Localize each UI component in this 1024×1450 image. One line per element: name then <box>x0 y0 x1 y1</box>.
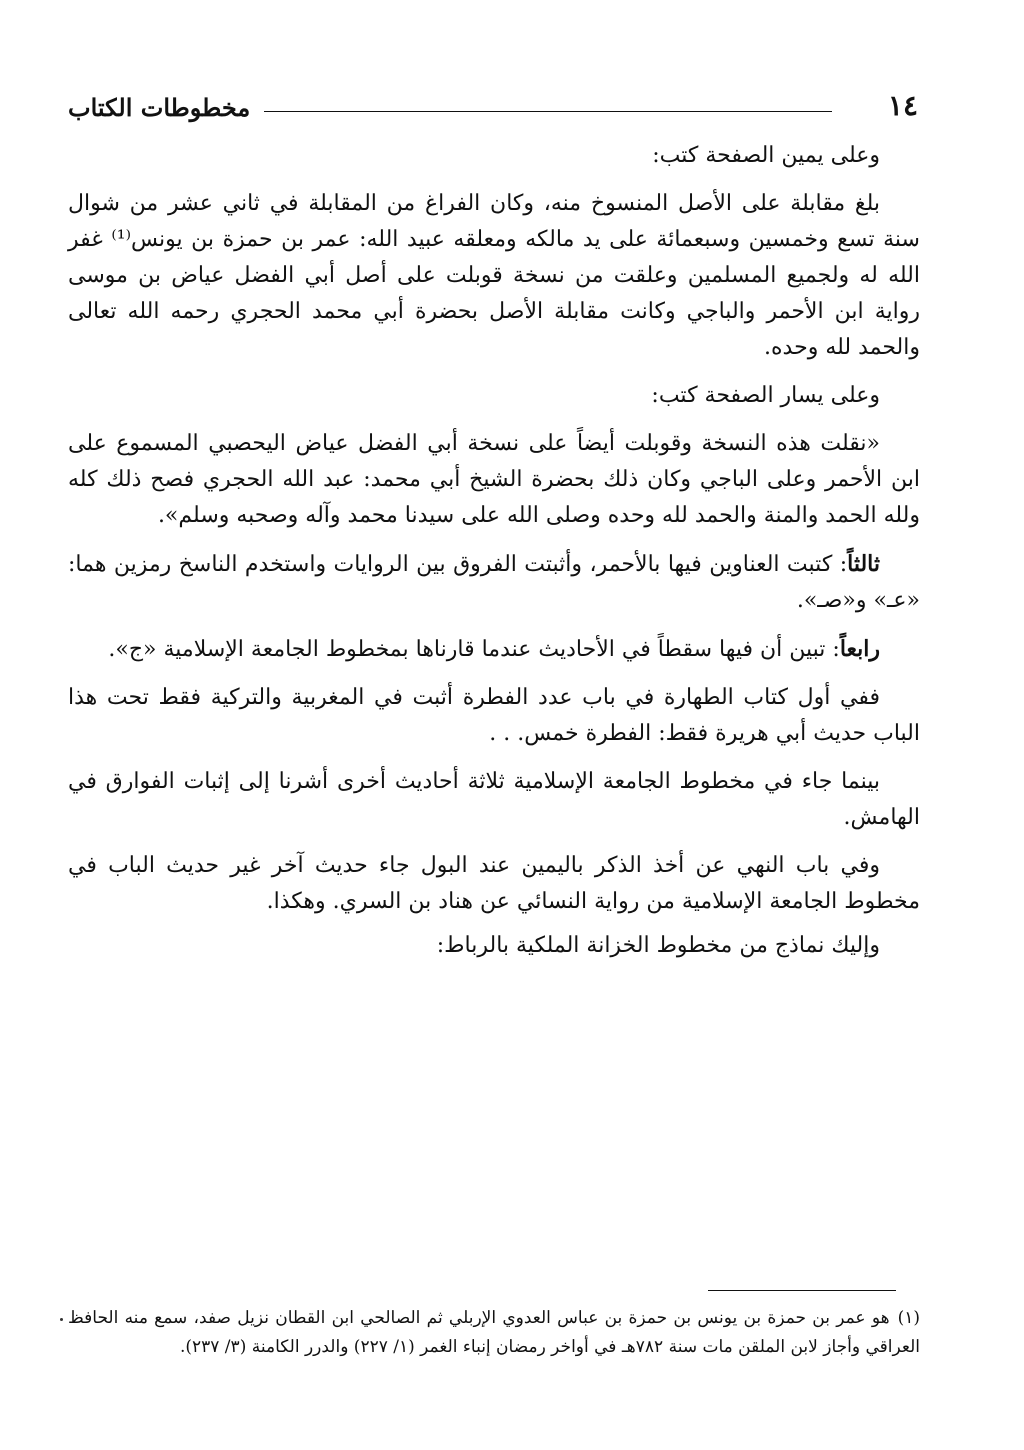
paragraph-text: بينما جاء في مخطوط الجامعة الإسلامية ثلاثة أحاديث أخرى أشرنا إلى إثبات الفوارق في الهامش. <box>68 769 920 830</box>
footnote-number: (١) <box>897 1308 920 1328</box>
footnotes <box>68 1304 920 1362</box>
paragraph <box>68 848 920 920</box>
paragraph <box>68 928 920 964</box>
scan-speck <box>60 1318 63 1321</box>
paragraph <box>68 764 920 836</box>
paragraph-text: وإليك نماذج من مخطوط الخزانة الملكية بالرباط: <box>436 933 880 958</box>
footnote <box>68 1304 920 1362</box>
header-rule <box>264 111 832 112</box>
paragraph-text: وفي باب النهي عن أخذ الذكر باليمين عند البول جاء حديث آخر غير حديث الباب في مخطوط الجامعة الإسلامية من رواية النسائي عن هناد بن السري. وهكذا. <box>68 853 920 914</box>
paragraph-lead: رابعاً <box>839 636 880 662</box>
paragraph-text: : تبين أن فيها سقطاً في الأحاديث عندما قارناها بمخطوط الجامعة الإسلامية «ج». <box>108 637 840 662</box>
paragraph-text: ففي أول كتاب الطهارة في باب عدد الفطرة أثبت في المغربية والتركية فقط تحت هذا الباب حديث أبي هريرة فقط: الفطرة خمس. . . <box>68 685 920 746</box>
running-header <box>68 82 918 122</box>
paragraph <box>68 680 920 752</box>
paragraph <box>68 378 920 414</box>
paragraph-text: بلغ مقابلة على الأصل المنسوخ منه، وكان الفراغ من المقابلة في ثاني عشر من شوال سنة تسع وخمسين وسبعمائة على يد مالكه ومعلقه عبيد الله: عمر بن حمزة بن يونس⁽¹⁾ غفر الله له ولجميع المسلمين وعلقت من نسخة قوبلت على أصل أبي الفضل عياض بن موسى رواية ابن الأحمر والباجي وكانت مقابلة الأصل بحضرة أبي محمد الحجري رحمه الله تعالى والحمد لله وحده. <box>68 191 920 360</box>
paragraph <box>68 631 920 668</box>
footnote-text: هو عمر بن حمزة بن يونس بن حمزة بن عباس العدوي الإربلي ثم الصالحي ابن القطان نزيل صفد، سمع منه الحافظ العراقي وأجاز لابن الملقن مات سنة ٧٨٢هـ في أواخر رمضان إنباء الغمر (١/ ٢٢٧) والدرر الكامنة (٣/ ٢٣٧). <box>68 1308 920 1357</box>
paragraph <box>68 426 920 534</box>
footnote-separator <box>708 1290 896 1291</box>
paragraph-text: «نقلت هذه النسخة وقوبلت أيضاً على نسخة أبي الفضل عياض اليحصبي المسموع على ابن الأحمر وعلى الباجي وكان ذلك بحضرة الشيخ أبي محمد: عبد الله الحجري فصح ذلك كله ولله الحمد والمنة والحمد لله وحده وصلى الله على سيدنا محمد وآله وصحبه وسلم». <box>68 431 920 528</box>
paragraph-text: وعلى يسار الصفحة كتب: <box>651 383 880 408</box>
paragraph <box>68 138 920 174</box>
paragraph-text: وعلى يمين الصفحة كتب: <box>652 143 880 168</box>
page-number: ١٤ <box>887 89 918 122</box>
paragraph <box>68 186 920 366</box>
book-title: مخطوطات الكتاب <box>68 93 251 122</box>
paragraph-lead: ثالثاً <box>847 551 880 577</box>
main-text <box>68 138 920 976</box>
paragraph <box>68 546 920 619</box>
paragraph-text: : كتبت العناوين فيها بالأحمر، وأثبتت الفروق بين الروايات واستخدم الناسخ رمزين هما: «عـ» و«صـ». <box>68 552 920 613</box>
